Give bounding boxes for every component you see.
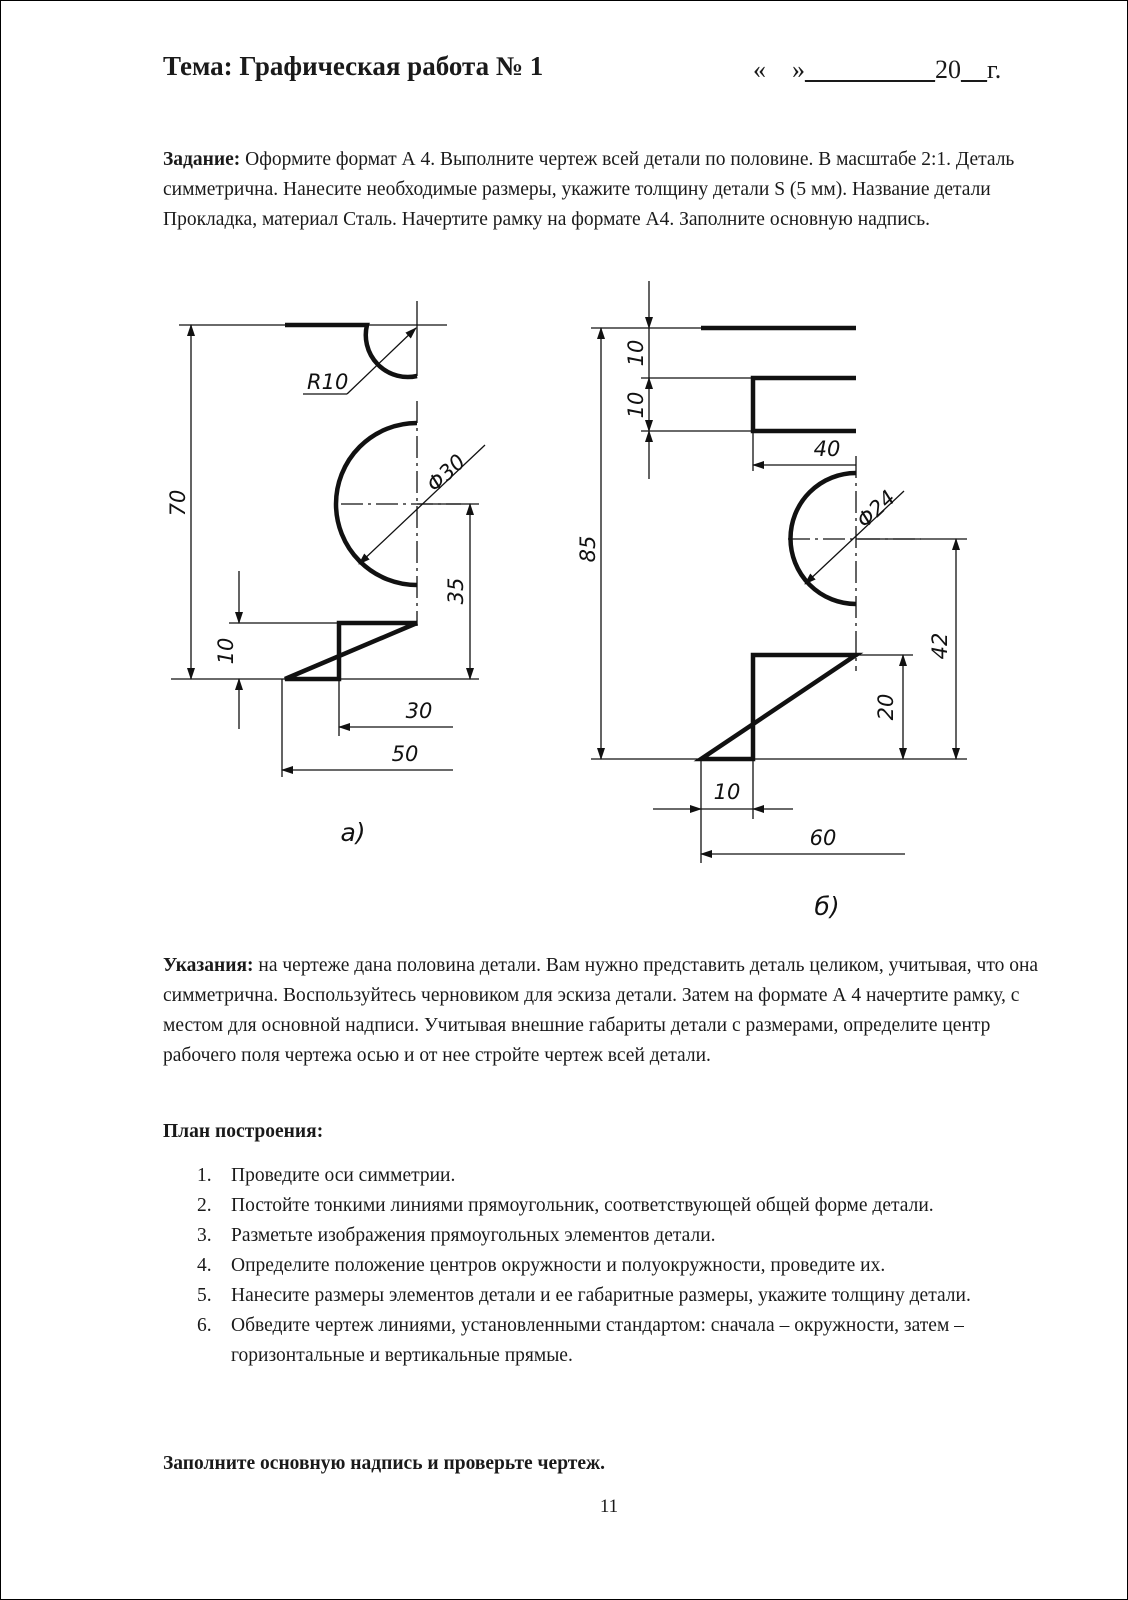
guide-label: Указания: xyxy=(163,955,254,976)
drawing-b-width-40-label: 40 xyxy=(813,437,841,461)
drawing-b-second-10-label: 10 xyxy=(624,391,648,419)
drawing-a-height-70-label: 70 xyxy=(166,489,190,517)
guide-paragraph xyxy=(163,951,1049,1071)
date-year: 20 xyxy=(935,55,961,84)
task-label: Задание: xyxy=(163,149,241,170)
plan-step-number: 3. xyxy=(197,1225,212,1246)
date-year-suffix: г. xyxy=(987,55,1002,84)
plan-step-6 xyxy=(163,1311,1043,1371)
date-open-quote: « xyxy=(753,55,766,84)
plan-step-text: Постойте тонкими линиями прямоугольник, соответствующей общей форме детали. xyxy=(231,1195,934,1216)
plan-step-number: 2. xyxy=(197,1195,212,1216)
drawing-a-radius-label: R10 xyxy=(307,370,349,394)
page-title: Тема: Графическая работа № 1 xyxy=(163,51,544,81)
plan-heading: План построения: xyxy=(163,1121,324,1142)
plan-step-text: Нанесите размеры элементов детали и ее габаритные размеры, укажите толщину детали. xyxy=(231,1285,971,1306)
plan-step-text: Обведите чертеж линиями, установленными стандартом: сначала – окружности, затем – горизонтальные и вертикальные прямые. xyxy=(231,1315,964,1366)
drawing-b-height-85-label: 85 xyxy=(576,535,600,563)
plan-step-5 xyxy=(163,1281,1043,1311)
drawing-b-diameter-label: Φ24 xyxy=(852,485,901,533)
drawing-b-caption: б) xyxy=(814,892,840,921)
plan-step-1 xyxy=(163,1161,1043,1191)
date-blank: __________ xyxy=(805,55,935,84)
plan-step-number: 6. xyxy=(197,1315,212,1336)
drawing-a-height-35-label: 35 xyxy=(444,577,468,605)
plan-step-number: 1. xyxy=(197,1165,212,1186)
drawing-a-outline xyxy=(285,325,417,679)
date-close-quote: » xyxy=(792,55,805,84)
drawing-b xyxy=(576,281,967,921)
final-instruction: Заполните основную надпись и проверьте чертеж. xyxy=(163,1453,606,1474)
drawing-b-width-10-label: 10 xyxy=(713,780,741,804)
drawing-b-height-42-label: 42 xyxy=(928,632,952,660)
task-text: Оформите формат А 4. Выполните чертеж всей детали по половине. В масштабе 2:1. Деталь симметрична. Нанесите необходимые размеры, укажите толщину детали S (5 мм). Название детали Прокладка, материал Сталь. Начертите рамку на формате А4. Заполните основную надпись. xyxy=(163,149,1015,230)
guide-text: на чертеже дана половина детали. Вам нужно представить деталь целиком, учитывая, что она симметрична. Воспользуйтесь черновиком для эскиза детали. Затем на формате А 4 начертите рамку, с местом для основной надписи. Учитывая внешние габариты детали с размерами, определите центр рабочего поля чертежа осью и от нее стройте чертеж всей детали. xyxy=(163,955,1039,1066)
plan-step-text: Разметьте изображения прямоугольных элементов детали. xyxy=(231,1225,716,1246)
year-blank: __ xyxy=(961,55,987,84)
drawing-b-height-20-label: 20 xyxy=(874,693,898,721)
drawing-a-caption: а) xyxy=(340,818,366,847)
drawing-b-top-10-label: 10 xyxy=(624,339,648,367)
plan-step-2 xyxy=(163,1191,1043,1221)
drawing-b-outline xyxy=(701,328,856,759)
plan-step-text: Проведите оси симметрии. xyxy=(231,1165,456,1186)
plan-steps-list xyxy=(163,1161,1043,1371)
drawing-a-width-50-label: 50 xyxy=(391,742,419,766)
drawing-a-width-30-label: 30 xyxy=(405,699,433,723)
technical-drawings xyxy=(1,1,1128,941)
page-number: 11 xyxy=(599,1496,619,1517)
plan-step-3 xyxy=(163,1221,1043,1251)
drawing-a-diameter-label: Φ30 xyxy=(422,449,471,497)
drawing-b-width-60-label: 60 xyxy=(809,826,837,850)
drawing-a-height-10-label: 10 xyxy=(214,637,238,665)
plan-step-number: 4. xyxy=(197,1255,212,1276)
plan-step-text: Определите положение центров окружности и полуокружности, проведите их. xyxy=(231,1255,886,1276)
plan-step-number: 5. xyxy=(197,1285,212,1306)
drawing-a xyxy=(166,301,485,847)
plan-step-4 xyxy=(163,1251,1043,1281)
